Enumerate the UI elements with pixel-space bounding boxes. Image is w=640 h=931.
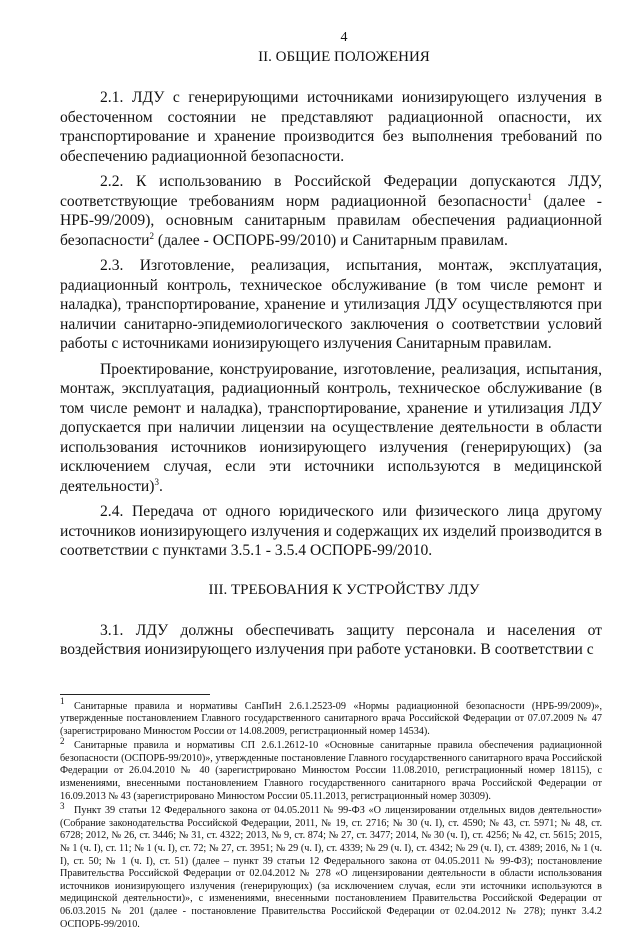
page-number: 4 xyxy=(60,0,602,46)
footnote-separator xyxy=(60,694,210,695)
paragraph-2-3-licensing-text: Проектирование, конструирование, изготовление, реализация, испытания, монтаж, эксплуатация, радиационный контроль, техническое обслуживание (в том числе ремонт и наладка), транспортирование, хранение и утилизация ЛДУ допускается при наличии лицензии на осуществление деятельности в области использования источников ионизирующего излучения (генерирующих) (за исключением случая, если эти источники используются в медицинской деятельности) xyxy=(60,361,602,495)
footnote-ref-3: 3 xyxy=(154,476,159,486)
paragraph-2-3-licensing-end: . xyxy=(159,478,163,495)
paragraph-2-2 xyxy=(60,172,602,250)
footnote-ref-2: 2 xyxy=(150,230,155,240)
footnote-ref-1: 1 xyxy=(527,191,532,201)
section-2-heading: II. ОБЩИЕ ПОЛОЖЕНИЯ xyxy=(60,48,602,66)
paragraph-3-1: 3.1. ЛДУ должны обеспечивать защиту персонала и населения от воздействия ионизирующего излучения при работе установки. В соответствии с xyxy=(60,621,602,660)
footnote-2-text: Санитарные правила и нормативы СП 2.6.1.2612-10 «Основные санитарные правила обеспечения радиационной безопасности (ОСПОРБ-99/2010)», утвержденные постановление Главного государственного санитарного врача Российской Федерации от 26.04.2010 № 40 (зарегистрировано Минюстом России 11.08.2010, регистрационный номер 18115), с изменениями, внесенными постановлением Главного государственного санитарного врача Российской Федерации от 16.09.2013 № 43 (зарегистрировано Минюстом России 05.11.2013, регистрационный номер 30309). xyxy=(60,740,602,801)
section-3-heading: III. ТРЕБОВАНИЯ К УСТРОЙСТВУ ЛДУ xyxy=(60,581,602,599)
paragraph-2-3-licensing xyxy=(60,360,602,497)
footnotes xyxy=(60,701,602,931)
paragraph-2-3: 2.3. Изготовление, реализация, испытания, монтаж, эксплуатация, радиационный контроль, техническое обслуживание (в том числе ремонт и наладка), транспортирование, хранение и утилизация ЛДУ осуществляются при наличии санитарно-эпидемиологического заключения о соответствии условий работы с источниками ионизирующего излучения Санитарным правилам. xyxy=(60,256,602,354)
footnote-3-text: Пункт 39 статьи 12 Федерального закона от 04.05.2011 № 99-ФЗ «О лицензировании отдельных видов деятельности» (Собрание законодательства Российской Федерации, 2011, № 19, ст. 2716; № 30 (ч. I), ст. 4590; № 43, ст. 5971; № 48, ст. 6728; 2012, № 26, ст. 3446; № 31, ст. 4322; 2013, № 9, ст. 874; № 27, ст. 3477; 2014, № 30 (ч. I), ст. 4256; № 42, ст. 5615; 2015, № 1 (ч. I), ст. 11; № 1 (ч. I), ст. 72; № 27, ст. 3951; № 29 (ч. I), ст. 4339; № 29 (ч. I), ст. 4342; № 29 (ч. I), ст. 4389; 2016, № 1 (ч. I), ст. 50; № 1 (ч. I), ст. 51) (далее – пункт 39 статьи 12 Федерального закона от 04.05.2011 № 99-ФЗ); постановление Правительства Российской Федерации от 02.04.2012 № 278 «О лицензировании деятельности в области использования источников ионизирующего излучения (генерирующих) (за исключением случая, если эти источники используются в медицинской деятельности)», с изменениями, внесенными постановлением Правительства Российской Федерации от 06.03.2015 № 201 (далее - постановление Правительства Российской Федерации от 02.04.2012 № 278); пункт 3.4.2 ОСПОРБ-99/2010. xyxy=(60,805,602,929)
section-3-body xyxy=(60,621,602,660)
footnote-3: $^3$ Пункт 39 статьи 12 Федерального закона от 04.05.2011 № 99-ФЗ «О лицензировании отдельных видов деятельности» (Собрание законодательства Российской Федерации, 2011, № 19, ст. 2716; № 30 (ч. I), ст. 4590; № 43, ст. 5971; № 48, ст. 6728; 2012, № 26, ст. 3446; № 31, ст. 4322; 2013, № 9, ст. 874; № 27, ст. 3477; 2014, № 30 (ч. I), ст. 4256; № 42, ст. 5615; 2015, № 1 (ч. I), ст. 11; № 1 (ч. I), ст. 72; № 27, ст. 3951; № 29 (ч. I), ст. 4339; № 29 (ч. I), ст. 4342; № 29 (ч. I), ст. 4389; 2016, № 1 (ч. I), ст. 50; № 1 (ч. I), ст. 51) (далее – пункт 39 статьи 12 Федерального закона от 04.05.2011 № 99-ФЗ); постановление Правительства Российской Федерации от 02.04.2012 № 278 «О лицензировании деятельности в области использования источников ионизирующего излучения (генерирующих) (за исключением случая, если эти источники используются в медицинской деятельности)», с изменениями, внесенными постановлением Правительства Российской Федерации от 06.03.2015 № 201 (далее - постановление Правительства Российской Федерации от 02.04.2012 № 278); пункт 3.4.2 ОСПОРБ-99/2010. xyxy=(60,805,602,931)
footnote-1-text: Санитарные правила и нормативы СанПиН 2.6.1.2523-09 «Нормы радиационной безопасности (НРБ-99/2009)», утвержденные постановлением Главного государственного санитарного врача Российской Федерации от 07.07.2009 № 47 (зарегистрировано Минюстом России от 14.08.2009, регистрационный номер 14534). xyxy=(60,701,602,737)
section-2-body xyxy=(60,88,602,561)
paragraph-2-4: 2.4. Передача от одного юридического или физического лица другому источников ионизирующего излучения и содержащих их изделий производится в соответствии с пунктами 3.5.1 - 3.5.4 ОСПОРБ-99/2010. xyxy=(60,502,602,561)
paragraph-2-2-text-b: (далее - НРБ-99/2009), основным санитарным правилам обеспечения радиационной безопасности xyxy=(60,193,602,249)
paragraph-2-2-text-c: (далее - ОСПОРБ-99/2010) и Санитарным правилам. xyxy=(154,232,508,249)
footnote-1: $^1$ Санитарные правила и нормативы СанПиН 2.6.1.2523-09 «Нормы радиационной безопасности (НРБ-99/2009)», утвержденные постановлением Главного государственного санитарного врача Российской Федерации от 07.07.2009 № 47 (зарегистрировано Минюстом России от 14.08.2009, регистрационный номер 14534). xyxy=(60,701,602,739)
footnote-2: $^2$ Санитарные правила и нормативы СП 2.6.1.2612-10 «Основные санитарные правила обеспечения радиационной безопасности (ОСПОРБ-99/2010)», утвержденные постановление Главного государственного санитарного врача Российской Федерации от 26.04.2010 № 40 (зарегистрировано Минюстом России 11.08.2010, регистрационный номер 18115), с изменениями, внесенными постановлением Главного государственного санитарного врача Российской Федерации от 16.09.2013 № 43 (зарегистрировано Минюстом России 05.11.2013, регистрационный номер 30309). xyxy=(60,740,602,803)
paragraph-2-2-text-a: 2.2. К использованию в Российской Федерации допускаются ЛДУ, соответствующие требованиям норм радиационной безопасности xyxy=(60,173,602,210)
paragraph-2-1: 2.1. ЛДУ с генерирующими источниками ионизирующего излучения в обесточенном состоянии не представляют радиационной опасности, их транспортирование и хранение производится без выполнения требований по обеспечению радиационной безопасности. xyxy=(60,88,602,166)
